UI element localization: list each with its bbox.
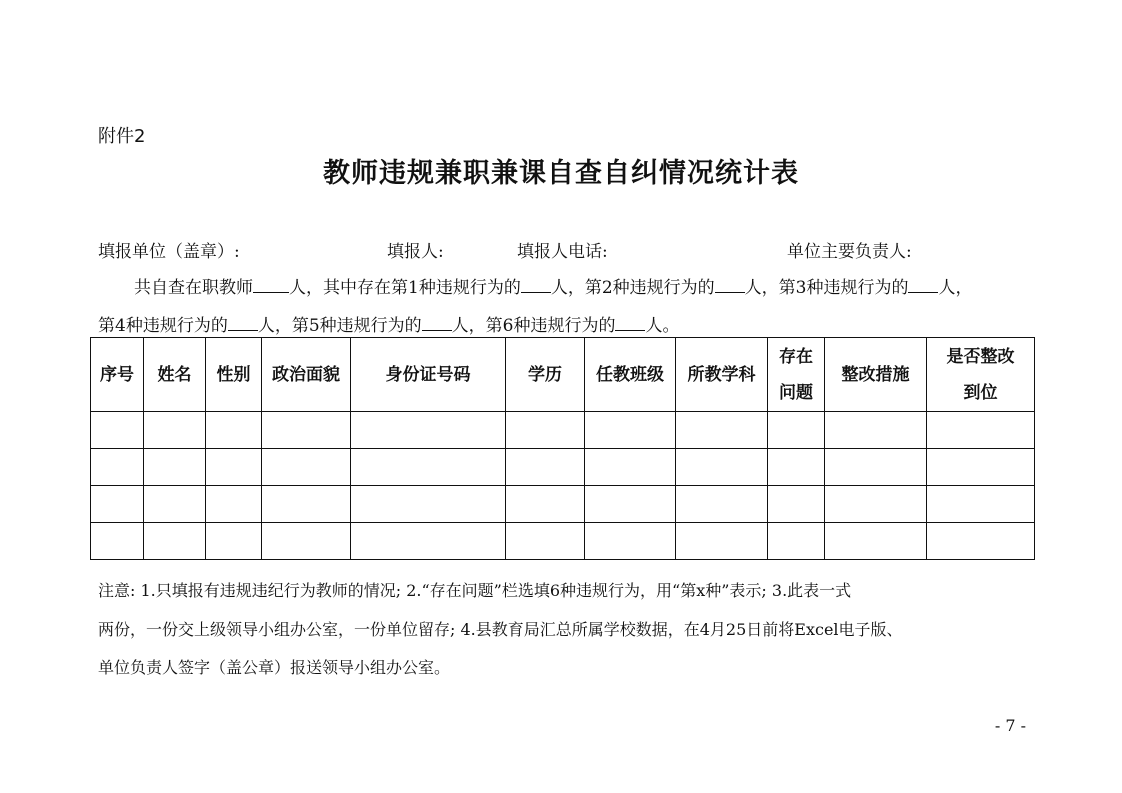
note-line-2: 两份，一份交上级领导小组办公室，一份单位留存; 4.县教育局汇总所属学校数据，在4月25日前将Excel电子版、	[98, 620, 903, 639]
summary-text: 人。	[645, 316, 680, 336]
summary-text: 人，第6种违规行为的	[451, 316, 616, 336]
table-cell[interactable]	[144, 486, 206, 523]
column-header-label: 身份证号码	[385, 364, 471, 385]
table-cell[interactable]	[91, 412, 144, 449]
blank-field[interactable]	[521, 275, 551, 293]
table-row	[91, 523, 1035, 560]
column-header-label: 存在	[779, 346, 813, 367]
column-header-label: 整改措施	[841, 364, 910, 385]
table-cell[interactable]	[825, 412, 927, 449]
summary-text: 第4种违规行为的	[98, 316, 228, 336]
column-header	[676, 338, 768, 412]
phone-label: 填报人电话:	[517, 242, 608, 262]
table-cell[interactable]	[206, 486, 262, 523]
column-header-label: 问题	[779, 382, 813, 403]
table-cell[interactable]	[144, 523, 206, 560]
table-cell[interactable]	[676, 486, 768, 523]
column-header-label: 到位	[963, 382, 998, 403]
note-line-1: 注意: 1.只填报有违规违纪行为教师的情况; 2.“存在问题”栏选填6种违规行为，用“第x种”表示; 3.此表一式	[98, 581, 852, 600]
note-line-3: 单位负责人签字（盖公章）报送领导小组办公室。	[98, 658, 451, 677]
table-cell[interactable]	[825, 486, 927, 523]
table-cell[interactable]	[768, 449, 825, 486]
column-header	[262, 338, 351, 412]
table-cell[interactable]	[144, 412, 206, 449]
blank-field[interactable]	[908, 275, 938, 293]
column-header-label: 姓名	[157, 364, 192, 385]
table-cell[interactable]	[585, 486, 676, 523]
table-cell[interactable]	[927, 486, 1035, 523]
column-header-label: 政治面貌	[272, 364, 340, 385]
column-header	[144, 338, 206, 412]
table-row	[91, 486, 1035, 523]
table-cell[interactable]	[506, 412, 585, 449]
table-cell[interactable]	[676, 523, 768, 560]
table-cell[interactable]	[768, 486, 825, 523]
column-header	[351, 338, 506, 412]
summary-text: 人，第3种违规行为的	[744, 278, 909, 298]
column-header	[825, 338, 927, 412]
column-header-label: 任教班级	[596, 364, 664, 385]
blank-field[interactable]	[615, 313, 645, 331]
table-cell[interactable]	[91, 486, 144, 523]
column-header-label: 是否整改	[946, 346, 1015, 367]
table-row	[91, 449, 1035, 486]
table-cell[interactable]	[91, 449, 144, 486]
table-cell[interactable]	[585, 412, 676, 449]
summary-line-1	[134, 273, 972, 298]
table-cell[interactable]	[506, 449, 585, 486]
column-header	[206, 338, 262, 412]
summary-text: 人，其中存在第1种违规行为的	[289, 278, 521, 298]
blank-field[interactable]	[253, 275, 289, 293]
leader-label: 单位主要负责人:	[787, 242, 912, 262]
table-cell[interactable]	[927, 523, 1035, 560]
table-cell[interactable]	[262, 523, 351, 560]
summary-text: 共自查在职教师	[134, 278, 253, 298]
column-header	[585, 338, 676, 412]
blank-field[interactable]	[422, 313, 452, 331]
page-number: - 7 -	[994, 716, 1026, 735]
table-cell[interactable]	[585, 449, 676, 486]
table-cell[interactable]	[506, 523, 585, 560]
table-cell[interactable]	[825, 449, 927, 486]
column-header-label: 学历	[528, 364, 562, 385]
table-cell[interactable]	[262, 486, 351, 523]
summary-text: 人，第2种违规行为的	[550, 278, 715, 298]
blank-field[interactable]	[715, 275, 745, 293]
table-header-row	[91, 338, 1035, 412]
unit-label: 填报单位（盖章）:	[98, 242, 240, 262]
column-header-label: 性别	[216, 364, 251, 385]
column-header	[927, 338, 1035, 412]
column-header	[768, 338, 825, 412]
summary-text: 人，	[938, 278, 973, 298]
column-header	[506, 338, 585, 412]
table-cell[interactable]	[351, 523, 506, 560]
table-cell[interactable]	[351, 486, 506, 523]
table-cell[interactable]	[262, 449, 351, 486]
table-row	[91, 412, 1035, 449]
table-cell[interactable]	[351, 449, 506, 486]
table-cell[interactable]	[206, 449, 262, 486]
table-cell[interactable]	[91, 523, 144, 560]
table-cell[interactable]	[585, 523, 676, 560]
column-header	[91, 338, 144, 412]
column-header-label: 所教学科	[687, 364, 756, 385]
table-cell[interactable]	[144, 449, 206, 486]
document-title: 教师违规兼职兼课自查自纠情况统计表	[323, 158, 799, 189]
table-cell[interactable]	[676, 449, 768, 486]
table-cell[interactable]	[768, 523, 825, 560]
summary-text: 人，第5种违规行为的	[257, 316, 422, 336]
column-header-label: 序号	[100, 364, 134, 385]
blank-field[interactable]	[228, 313, 258, 331]
table-cell[interactable]	[676, 412, 768, 449]
table-cell[interactable]	[206, 412, 262, 449]
summary-line-2	[98, 311, 679, 336]
table-cell[interactable]	[262, 412, 351, 449]
table-cell[interactable]	[927, 449, 1035, 486]
statistics-table	[90, 337, 1035, 560]
table-cell[interactable]	[927, 412, 1035, 449]
table-cell[interactable]	[351, 412, 506, 449]
table-cell[interactable]	[768, 412, 825, 449]
table-cell[interactable]	[206, 523, 262, 560]
table-cell[interactable]	[825, 523, 927, 560]
reporter-label: 填报人:	[387, 242, 444, 262]
table-cell[interactable]	[506, 486, 585, 523]
attachment-label: 附件2	[98, 126, 146, 147]
